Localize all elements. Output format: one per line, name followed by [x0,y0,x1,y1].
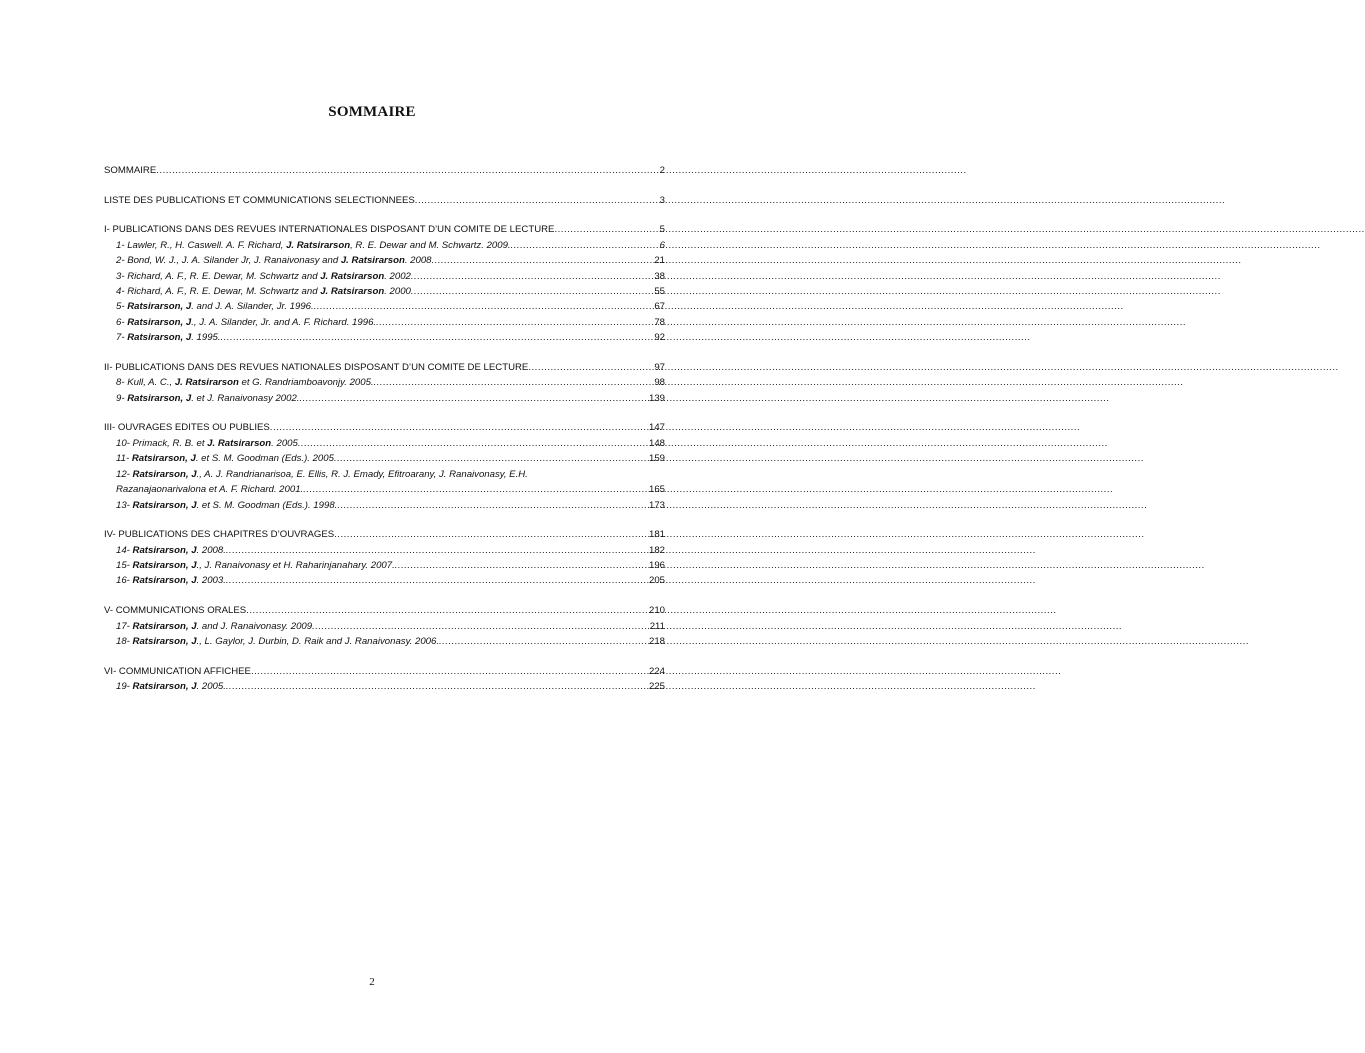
toc-section-heading[interactable] [104,222,665,237]
toc-entry-7[interactable] [104,330,665,345]
dot-leader [270,420,649,435]
dot-leader [312,619,650,634]
dot-leader [374,375,655,390]
dot-leader [226,679,649,694]
toc-section-heading[interactable] [104,664,665,679]
toc-entry-text: Razanajaonarivalona et A. F. Richard. 2001. [116,484,304,496]
dot-leader [314,299,655,314]
toc-section-5 [104,603,665,649]
toc-section-2 [104,360,665,406]
toc-entry-text: 5- Ratsirarson, J. and J. A. Silander, Jr. 1996. [116,301,314,313]
toc-entry-text: 15- Ratsirarson, J., J. Ranaivonasy et H. Raharinjanahary. 2007. [116,560,395,572]
toc-entry-4[interactable] [104,284,665,299]
toc-heading-text: II- PUBLICATIONS DANS DES REVUES NATIONALES DISPOSANT D’UN COMITE DE LECTURE [104,361,529,373]
dot-leader [226,573,649,588]
toc-page-number: 205 [648,575,665,587]
toc-page-number: 2 [659,165,665,176]
toc-page-number: 139 [648,392,665,404]
toc-entry-text: 11- Ratsirarson, J. et S. M. Goodman (Eds.). 2005 [116,453,334,465]
toc-entry-15[interactable] [104,558,665,573]
toc-entry-text: 17- Ratsirarson, J. and J. Ranaivonasy. 2009 [116,620,313,632]
toc-entry-16[interactable] [104,573,665,588]
dot-leader [528,360,654,375]
toc-page-number: 67 [654,301,665,313]
toc-entry-12-line-1[interactable]: 12- Ratsirarson, J., A. J. Randrianarisoa, E. Ellis, R. J. Emady, Efitroarany, J. Ranaivonasy, E.H. [116,468,528,480]
toc-heading-text: SOMMAIRE [104,165,157,176]
toc-page-number: 173 [648,499,665,511]
toc-block-liste [104,193,665,208]
dot-leader [334,451,649,466]
toc-entry-18[interactable] [104,634,665,649]
toc-entry-text: 10- Primack, R. B. et J. Ratsirarson. 2005 [116,437,298,449]
toc-entry-text: 7- Ratsirarson, J. 1995. [116,332,221,344]
toc-page-number: 5 [659,224,665,236]
toc-entry-9[interactable] [104,391,665,406]
toc-section-heading[interactable] [104,420,665,435]
dot-leader [299,391,649,406]
toc-entry-1[interactable] [104,238,665,253]
toc-entry-text: 1- Lawler, R., H. Caswell. A. F. Richard, J. Ratsirarson, R. E. Dewar and M. Schwartz. 2009. [116,239,511,251]
toc-section-heading[interactable] [104,603,665,618]
toc-entry-13[interactable] [104,498,665,513]
toc-section-heading[interactable] [104,360,665,375]
toc-entry-text: 18- Ratsirarson, J., L. Gaylor, J. Durbin, D. Raik and J. Ranaivonasy. 2006. [116,635,439,647]
toc-entry-6[interactable] [104,315,665,330]
page-title: SOMMAIRE [328,104,416,120]
dot-leader [395,558,649,573]
toc-entry-10[interactable] [104,436,665,451]
toc-page-number: 224 [648,665,665,677]
toc-entry-5[interactable] [104,299,665,314]
toc-entry-14[interactable] [104,543,665,558]
dot-leader [221,330,655,345]
toc-block-sommaire [104,163,665,178]
toc-heading-text: VI- COMMUNICATION AFFICHEE [104,665,251,677]
toc-heading-text: III- OUVRAGES EDITES OU PUBLIES [104,422,270,434]
dot-leader [411,284,654,299]
toc-entry-12[interactable] [104,482,665,497]
toc-entry-text: 14- Ratsirarson, J. 2008. [116,544,226,556]
dot-leader [156,163,659,178]
toc-entry-text: 13- Ratsirarson, J. et S. M. Goodman (Eds.). 1998. [116,499,338,511]
toc-entry-17[interactable] [104,619,665,634]
dot-leader [554,222,659,237]
toc-page-number: 147 [648,422,665,434]
toc-heading-text: IV- PUBLICATIONS DES CHAPITRES D’OUVRAGES [104,529,335,541]
dot-leader [226,543,649,558]
toc-entry-text: 3- Richard, A. F., R. E. Dewar, M. Schwartz and J. Ratsirarson. 2002 [116,270,411,282]
dot-leader [415,193,660,208]
toc-page-number: 181 [648,529,665,541]
toc-entry-text: 6- Ratsirarson, J., J. A. Silander, Jr. and A. F. Richard. 1996. [116,316,377,328]
dot-leader [337,498,649,513]
toc-page-number: 97 [654,361,665,373]
toc-entry-2[interactable] [104,253,665,268]
toc-heading-text: LISTE DES PUBLICATIONS ET COMMUNICATIONS SELECTIONNEES [104,194,415,206]
dot-leader [376,315,654,330]
toc-page-number: 6 [659,239,665,251]
toc-entry-text: 9- Ratsirarson, J. et J. Ranaivonasy 2002. [116,392,300,404]
toc-page-number: 196 [648,560,665,572]
dot-leader [411,269,654,284]
toc-line-sommaire[interactable] [104,163,665,178]
toc-entry-8[interactable] [104,375,665,390]
dot-leader [246,603,649,618]
toc-page-number: 211 [649,620,665,632]
dot-leader [298,436,649,451]
toc-page-number: 148 [648,437,665,449]
toc-page-number: 21 [654,255,665,267]
toc-page-number: 78 [654,316,665,328]
dot-leader [251,664,649,679]
toc-entry-text: 19- Ratsirarson, J. 2005. [116,681,226,693]
toc-page-number: 3 [659,194,665,206]
toc-section-3 [104,420,665,512]
dot-leader [511,238,660,253]
toc-section-6 [104,664,665,695]
toc-section-1 [104,222,665,345]
toc-page-number: 98 [654,377,665,389]
table-of-contents [104,163,665,709]
dot-leader [303,482,649,497]
toc-page-number: 165 [648,484,665,496]
toc-entry-text: 4- Richard, A. F., R. E. Dewar, M. Schwartz and J. Ratsirarson. 2000 [116,286,411,298]
toc-heading-text: V- COMMUNICATIONS ORALES [104,605,247,617]
toc-line-liste[interactable] [104,193,665,208]
toc-page-number: 218 [648,635,665,647]
dot-leader [439,634,649,649]
toc-entry-text: 8- Kull, A. C., J. Ratsirarson et G. Randriamboavonjy. 2005. [116,377,374,389]
toc-page-number: 182 [648,544,665,556]
toc-page-number: 225 [648,681,665,693]
toc-page-number: 159 [648,453,665,465]
toc-entry-text: 2- Bond, W. J., J. A. Silander Jr, J. Ranaivonasy and J. Ratsirarson. 2008 [116,255,432,267]
toc-page-number: 92 [654,332,665,344]
toc-entry-text: 16- Ratsirarson, J. 2003. [116,575,226,587]
toc-page-number: 55 [654,286,665,298]
toc-section-heading[interactable] [104,527,665,542]
dot-leader [432,253,655,268]
dot-leader [334,527,649,542]
toc-heading-text: I- PUBLICATIONS DANS DES REVUES INTERNATIONALES DISPOSANT D’UN COMITE DE LECTURE [104,224,555,236]
page-number: 2 [369,976,375,988]
toc-section-4 [104,527,665,589]
toc-entry-19[interactable] [104,679,665,694]
toc-page-number: 38 [654,270,665,282]
toc-page-number: 210 [648,605,665,617]
toc-entry-11[interactable] [104,451,665,466]
toc-entry-3[interactable] [104,269,665,284]
